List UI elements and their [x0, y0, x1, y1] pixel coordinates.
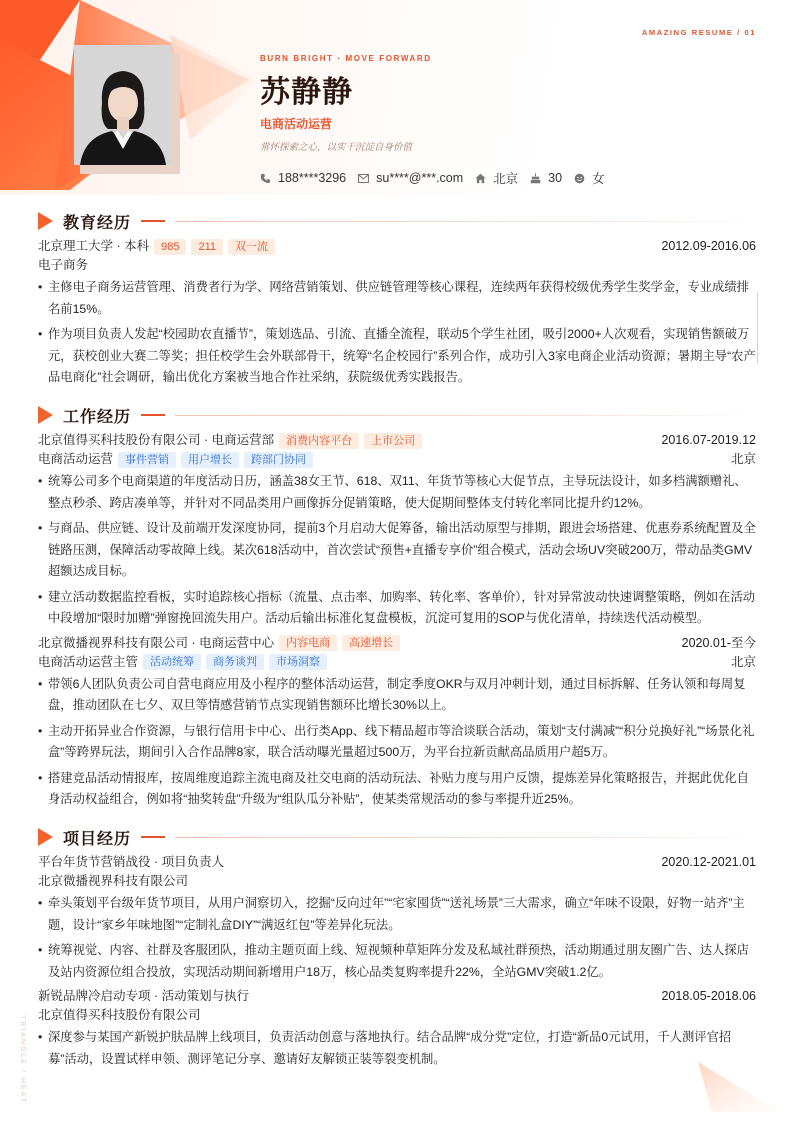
project-entry: [38, 987, 756, 1070]
list-item: • 深度参与某国产新锐护肤品牌上线项目，负责活动创意与落地执行。结合品牌“成分党”定位，打造“新品0元试用，千人测评官招募”活动，设置试样申领、测评笔记分享、邀请好友解锁正装等裂变机制。: [38, 1027, 756, 1070]
school-tag: 双一流: [228, 239, 275, 255]
education-section: [38, 210, 756, 389]
company-tag: 消费内容平台: [279, 433, 359, 449]
project-date: 2020.12-2021.01: [661, 855, 756, 869]
contact-phone-value: 188****3296: [278, 171, 347, 185]
section-triangle-icon: [38, 212, 53, 230]
school-tag: 211: [191, 239, 223, 255]
work-section: [38, 404, 756, 811]
project-bullets: [38, 893, 756, 983]
projects-section: [38, 826, 756, 1070]
work-date: 2016.07-2019.12: [661, 433, 756, 447]
school-tag: 985: [154, 239, 186, 255]
list-item: • 统筹公司多个电商渠道的年度活动日历，涵盖38女王节、618、双11、年货节等核心大促节点，主导玩法设计，如多档满额赠礼、整点秒杀、跨店凑单等，并针对不同品类用户画像拆分促销策略，使大促期间整体支付转化率同比提升约12%。: [38, 471, 756, 514]
projects-header: [38, 826, 756, 848]
education-entry: [38, 237, 756, 389]
school-name: 北京理工大学 · 本科: [38, 239, 150, 253]
profile-header: [260, 54, 617, 187]
section-divider: [175, 837, 756, 838]
work-entry: [38, 431, 756, 630]
education-major: 电子商务: [38, 258, 89, 272]
personal-slogan: 常怀探索之心，以实干沉淀自身价值: [260, 142, 413, 153]
project-name: 平台年货节营销战役 · 项目负责人: [38, 855, 225, 869]
contact-city-value: 北京: [493, 172, 519, 186]
work-location: 北京: [730, 654, 756, 669]
list-item: • 主动开拓异业合作资源，与银行信用卡中心、出行类App、线下精品超市等洽谈联合活动，策划“支付满减”“积分兑换好礼”“场景化礼盒”等跨界玩法，期间引入合作品牌8家，联合活动曝光量超过500万，为平台拉新贡献高品质用户超5万。: [38, 721, 756, 764]
work-location: 北京: [730, 452, 756, 466]
corner-tag: AMAZING RESUME / 01: [641, 28, 756, 37]
list-item: • 作为项目负责人发起“校园助农直播节”，策划选品、引流、直播全流程，联动5个学生社团，吸引2000+人次观看，实现销售额破万元，获校创业大赛二等奖；担任校学生会外联部骨干，统筹“名企校园行”系列合作，成功引入3家电商企业活动资源；暑期主导“农产品电商化”社会调研，输出优化方案被当地合作社采纳，获院级优秀实践报告。: [38, 324, 756, 389]
education-bullets: [38, 277, 756, 389]
projects-title: 项目经历: [63, 830, 132, 848]
contact-phone: [260, 171, 346, 185]
list-item: • 主修电子商务运营管理、消费者行为学、网络营销策划、供应链管理等核心课程，连续两年获得校级优秀学生奖学金，专业成绩排名前15%。: [38, 277, 756, 320]
role-title: 电商活动运营: [38, 452, 114, 466]
candidate-name: 苏静静: [260, 75, 353, 110]
list-item: • 搭建竞品活动情报库，按周维度追踪主流电商及社交电商的活动玩法、补贴力度与用户反馈，提炼差异化策略报告，并据此优化自身活动权益组合，例如将“抽奖转盘”升级为“组队瓜分补贴”，使某类常规活动的参与率提升近25%。: [38, 768, 756, 811]
company-name: 北京微播视界科技有限公司 · 电商运营中心: [38, 635, 275, 650]
project-date: 2018.05-2018.06: [661, 989, 756, 1003]
list-item: • 与商品、供应链、设计及前端开发深度协同，提前3个月启动大促筹备，输出活动原型与排期，跟进会场搭建、优惠券系统配置及全链路压测，保障活动零故障上线。某次618活动中，首次尝试“预售+直播专享价”组合模式，活动会场UV突破200万，带动品类GMV超额达成目标。: [38, 518, 756, 583]
contact-gender-value: 女: [592, 172, 605, 186]
contact-city: [475, 169, 518, 187]
list-item: • 统筹视觉、内容、社群及客服团队，推动主题页面上线、短视频种草矩阵分发及私域社群预热，活动期通过朋友圈广告、达人探店及站内资源位组合投放，实现活动期间新增用户18万，核心品类复购率提升22%，全站GMV突破1.2亿。: [38, 940, 756, 983]
role-tag: 商务谈判: [206, 654, 264, 670]
role-title: 电商活动运营主管: [38, 654, 139, 669]
gender-icon: [574, 173, 585, 184]
project-company: 北京值得买科技股份有限公司: [38, 1008, 201, 1022]
work-bullets: [38, 674, 756, 811]
list-item: • 带领6人团队负责公司自营电商应用及小程序的整体活动运营，制定季度OKR与双月冲刺计划，通过目标拆解、任务认领和每周复盘，推动团队在七夕、双旦等情感营销节点实现销售额环比增长30%以上。: [38, 674, 756, 717]
company-tag: 内容电商: [279, 635, 337, 651]
role-tag: 事件营销: [118, 452, 176, 468]
company-tag: 高速增长: [342, 635, 400, 651]
section-dash: [141, 220, 165, 222]
contact-email-value: su****@***.com: [376, 171, 464, 185]
right-accent-line: [757, 292, 758, 364]
phone-icon: [260, 173, 271, 184]
side-vertical-text: TRIANGLE / HEAT: [19, 1015, 26, 1104]
section-triangle-icon: [38, 406, 53, 424]
contact-gender: [574, 169, 605, 187]
work-date: 2020.01-至今: [681, 635, 756, 650]
list-item: • 牵头策划平台级年货节项目，从用户洞察切入，挖掘“反向过年”“宅家囤货”“送礼场景”三大需求，确立“年味不设限，好物一站齐”主题，设计“家乡年味地图”“定制礼盒DIY”“满返红包”等差异化玩法。: [38, 893, 756, 936]
company-tag: 上市公司: [364, 433, 422, 449]
section-dash: [141, 414, 165, 416]
project-entry: [38, 853, 756, 983]
education-title: 教育经历: [63, 214, 132, 232]
role-tag: 市场洞察: [269, 654, 327, 670]
role-tag: 用户增长: [181, 452, 239, 468]
section-divider: [175, 415, 756, 416]
list-item: • 建立活动数据监控看板，实时追踪核心指标（流量、点击率、加购率、转化率、客单价），针对异常波动快速调整策略，例如在活动中段增加“限时加赠”弹窗挽回流失用户。活动后输出标准化复盘模板，沉淀可复用的SOP与优化清单，持续迭代活动模型。: [38, 587, 756, 630]
section-dash: [141, 836, 165, 838]
work-title: 工作经历: [63, 408, 132, 426]
cake-icon: [530, 173, 541, 184]
work-bullets: [38, 471, 756, 630]
section-triangle-icon: [38, 828, 53, 846]
profile-photo: [74, 45, 172, 165]
education-date: 2012.09-2016.06: [661, 239, 756, 253]
work-entry: [38, 634, 756, 811]
work-header: [38, 404, 756, 426]
contact-age: [530, 171, 562, 185]
contact-email: [358, 171, 463, 185]
motto-english: BURN BRIGHT · MOVE FORWARD: [260, 54, 432, 63]
role-tag: 跨部门协同: [244, 452, 313, 468]
role-tag: 活动统筹: [143, 654, 201, 670]
home-icon: [475, 173, 486, 184]
contact-age-value: 30: [548, 171, 563, 185]
job-title: 电商活动运营: [260, 117, 333, 131]
education-header: [38, 210, 756, 232]
company-name: 北京值得买科技股份有限公司 · 电商运营部: [38, 433, 275, 447]
project-name: 新锐品牌冷启动专项 · 活动策划与执行: [38, 989, 250, 1003]
section-divider: [175, 221, 756, 222]
contact-bar: [260, 169, 617, 187]
mail-icon: [358, 174, 369, 183]
project-company: 北京微播视界科技有限公司: [38, 874, 189, 888]
project-bullets: [38, 1027, 756, 1070]
profile-photo-frame: [74, 45, 172, 165]
